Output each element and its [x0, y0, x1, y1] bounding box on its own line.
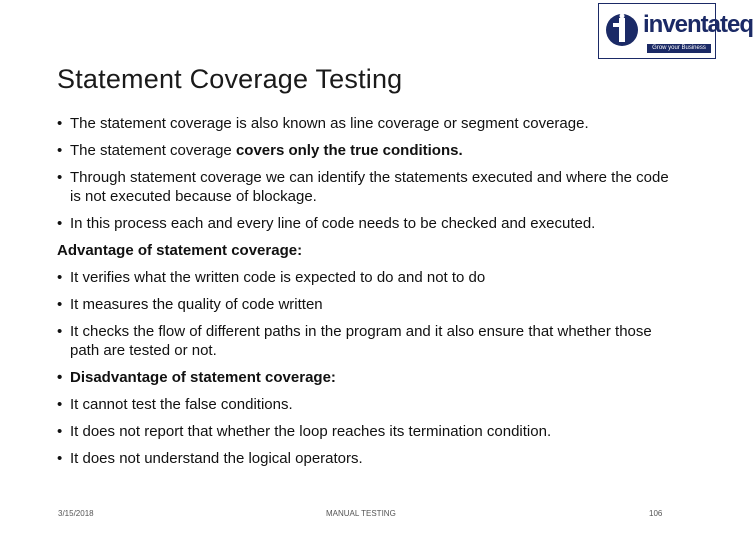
- bullet-text: The statement coverage: [70, 142, 236, 159]
- logo-mark-icon: [605, 11, 639, 49]
- bullet-text: In this process each and every line of code needs to be checked and executed.: [70, 215, 596, 232]
- logo-tagline: Grow your Business Online: [647, 44, 711, 53]
- bullet-item: [57, 395, 677, 414]
- bullet-item: [57, 268, 677, 287]
- slide-title: Statement Coverage Testing: [57, 64, 403, 94]
- footer-center: MANUAL TESTING: [326, 509, 396, 518]
- bullet-item: [57, 449, 677, 468]
- slide-content: [57, 114, 677, 476]
- bullet-text: The statement coverage is also known as line coverage or segment coverage.: [70, 115, 589, 132]
- bullet-heading-text: Disadvantage of statement coverage:: [70, 369, 336, 386]
- bullet-text: Through statement coverage we can identify the statements executed and where the code is not executed because of blockage.: [70, 169, 669, 205]
- bullet-text: It checks the flow of different paths in the program and it also ensure that whether those path are tested or not.: [70, 323, 652, 359]
- bullet-text: It measures the quality of code written: [70, 296, 323, 313]
- footer-page-number: 106: [649, 509, 663, 518]
- section-heading: Advantage of statement coverage:: [57, 242, 303, 259]
- bullet-item: [57, 141, 677, 160]
- bullet-item: [57, 322, 677, 360]
- logo-wordmark: inventateq: [643, 11, 753, 38]
- company-logo: [598, 3, 753, 60]
- bullet-item: [57, 214, 677, 233]
- bullet-text: It does not understand the logical operators.: [70, 450, 363, 467]
- bullet-text: It does not report that whether the loop reaches its termination condition.: [70, 423, 552, 440]
- footer-date: 3/15/2018: [58, 509, 94, 518]
- bullet-item: [57, 422, 677, 441]
- bullet-item: [57, 295, 677, 314]
- bullet-emphasis: covers only the true conditions.: [235, 142, 463, 159]
- bullet-item: [57, 368, 677, 387]
- bullet-item: [57, 114, 677, 133]
- bullet-text: It cannot test the false conditions.: [70, 396, 293, 413]
- bullet-item: [57, 168, 677, 206]
- bullet-text: It verifies what the written code is expected to do and not to do: [70, 269, 486, 286]
